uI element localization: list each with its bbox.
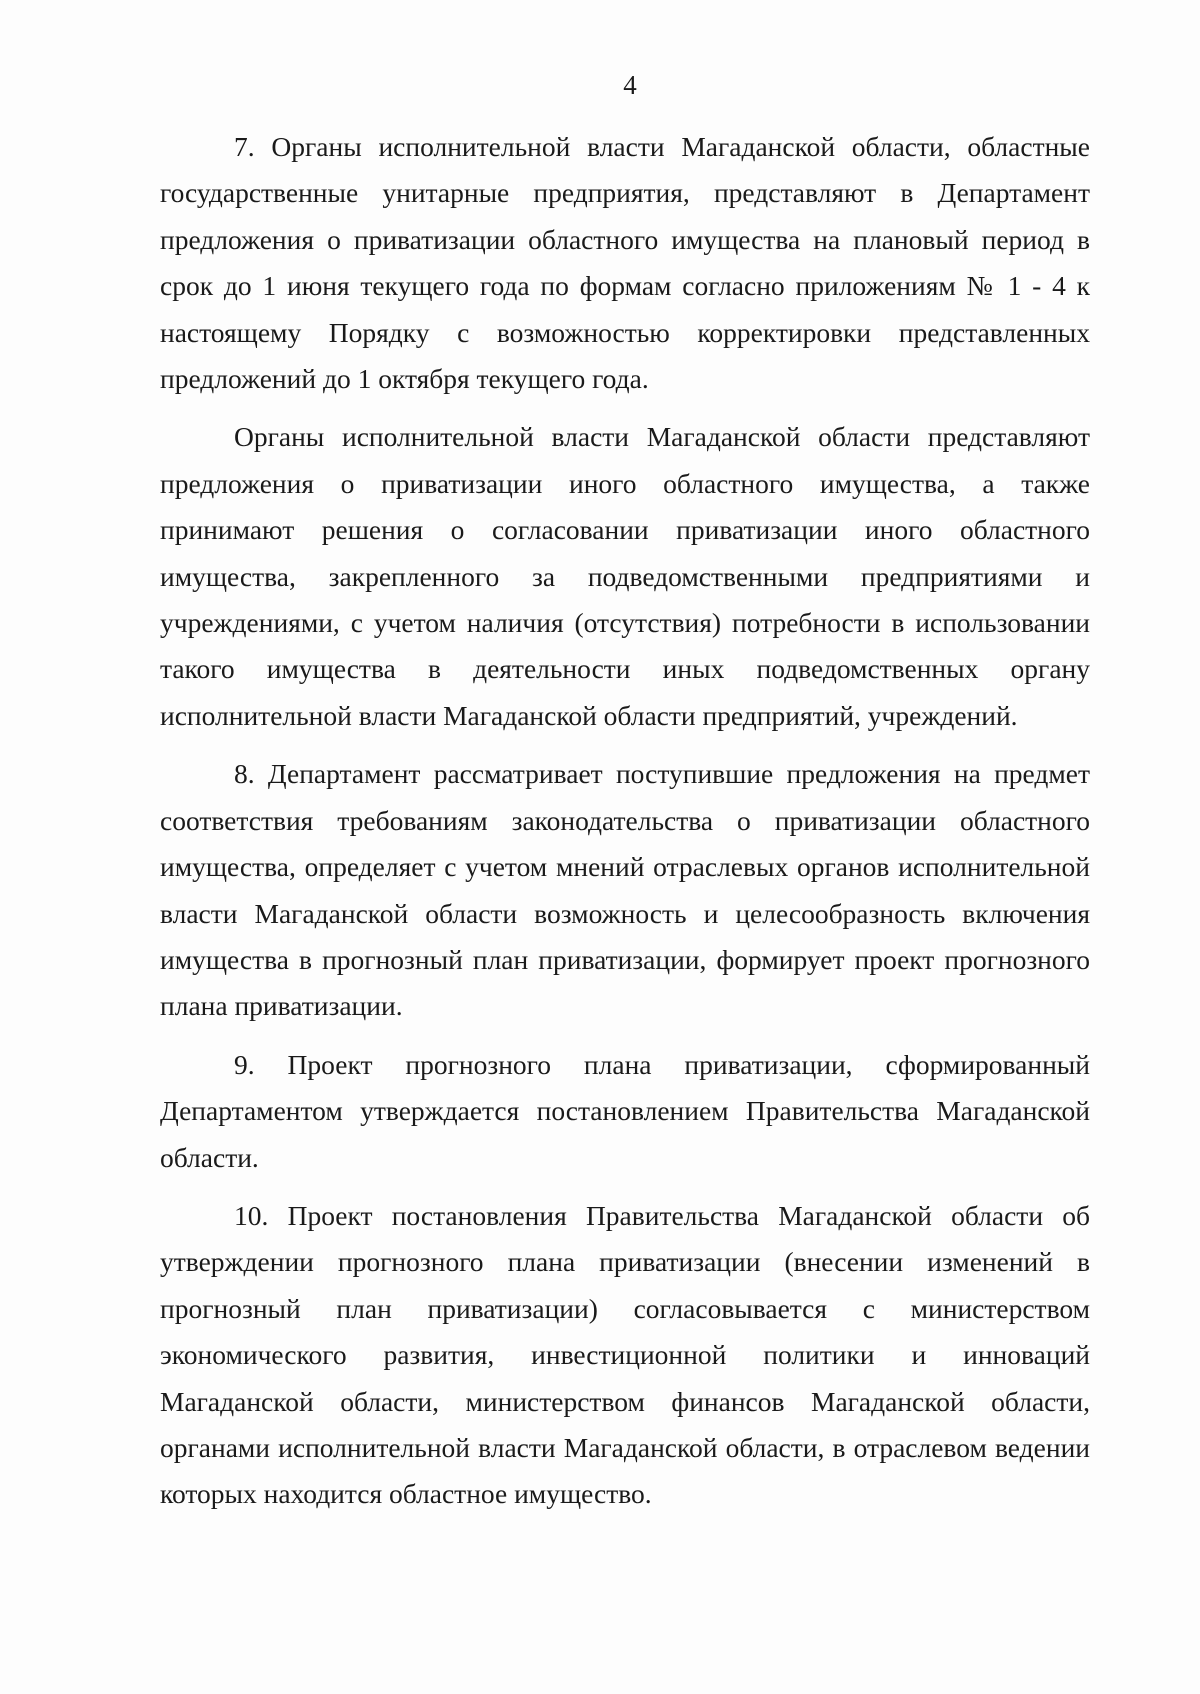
paragraph-7: 7. Органы исполнительной власти Магаданской области, областные государственные унитарные предприятия, представляют в Департамент предложения о приватизации областного имущества на плановый период в срок до 1 июня текущего года по формам согласно приложениям № 1 - 4 к настоящему Порядку с возможностью корректировки представленных предложений до 1 октября текущего года. bbox=[160, 131, 1090, 395]
paragraph-8: 8. Департамент рассматривает поступившие предложения на предмет соответствия требованиям законодательства о приватизации областного имущества, определяет с учетом мнений отраслевых органов исполнительной власти Магаданской области возможность и целесообразность включения имущества в прогнозный план приватизации, формирует проект прогнозного плана приватизации. bbox=[160, 758, 1090, 1022]
paragraph-9: 9. Проект прогнозного плана приватизации, сформированный Департаментом утверждается постановлением Правительства Магаданской области. bbox=[160, 1048, 1090, 1173]
page-number: 4 bbox=[623, 70, 637, 100]
paragraph-7-continuation: Органы исполнительной власти Магаданской области представляют предложения о приватизации иного областного имущества, а также принимают решения о согласовании приватизации иного областного имущества, закрепленного за подведомственными предприятиями и учреждениями, с учетом наличия (отсутствия) потребности в использовании такого имущества в деятельности иных подведомственных органу исполнительной власти Магаданской области предприятий, учреждений. bbox=[160, 421, 1090, 731]
document-body bbox=[160, 124, 1090, 1530]
paragraph-10: 10. Проект постановления Правительства Магаданской области об утверждении прогнозного плана приватизации (внесении изменений в прогнозный план приватизации) согласовывается с министерством экономического развития, инвестиционной политики и инноваций Магаданской области, министерством финансов Магаданской области, органами исполнительной власти Магаданской области, в отраслевом ведении которых находится областное имущество. bbox=[160, 1199, 1090, 1510]
